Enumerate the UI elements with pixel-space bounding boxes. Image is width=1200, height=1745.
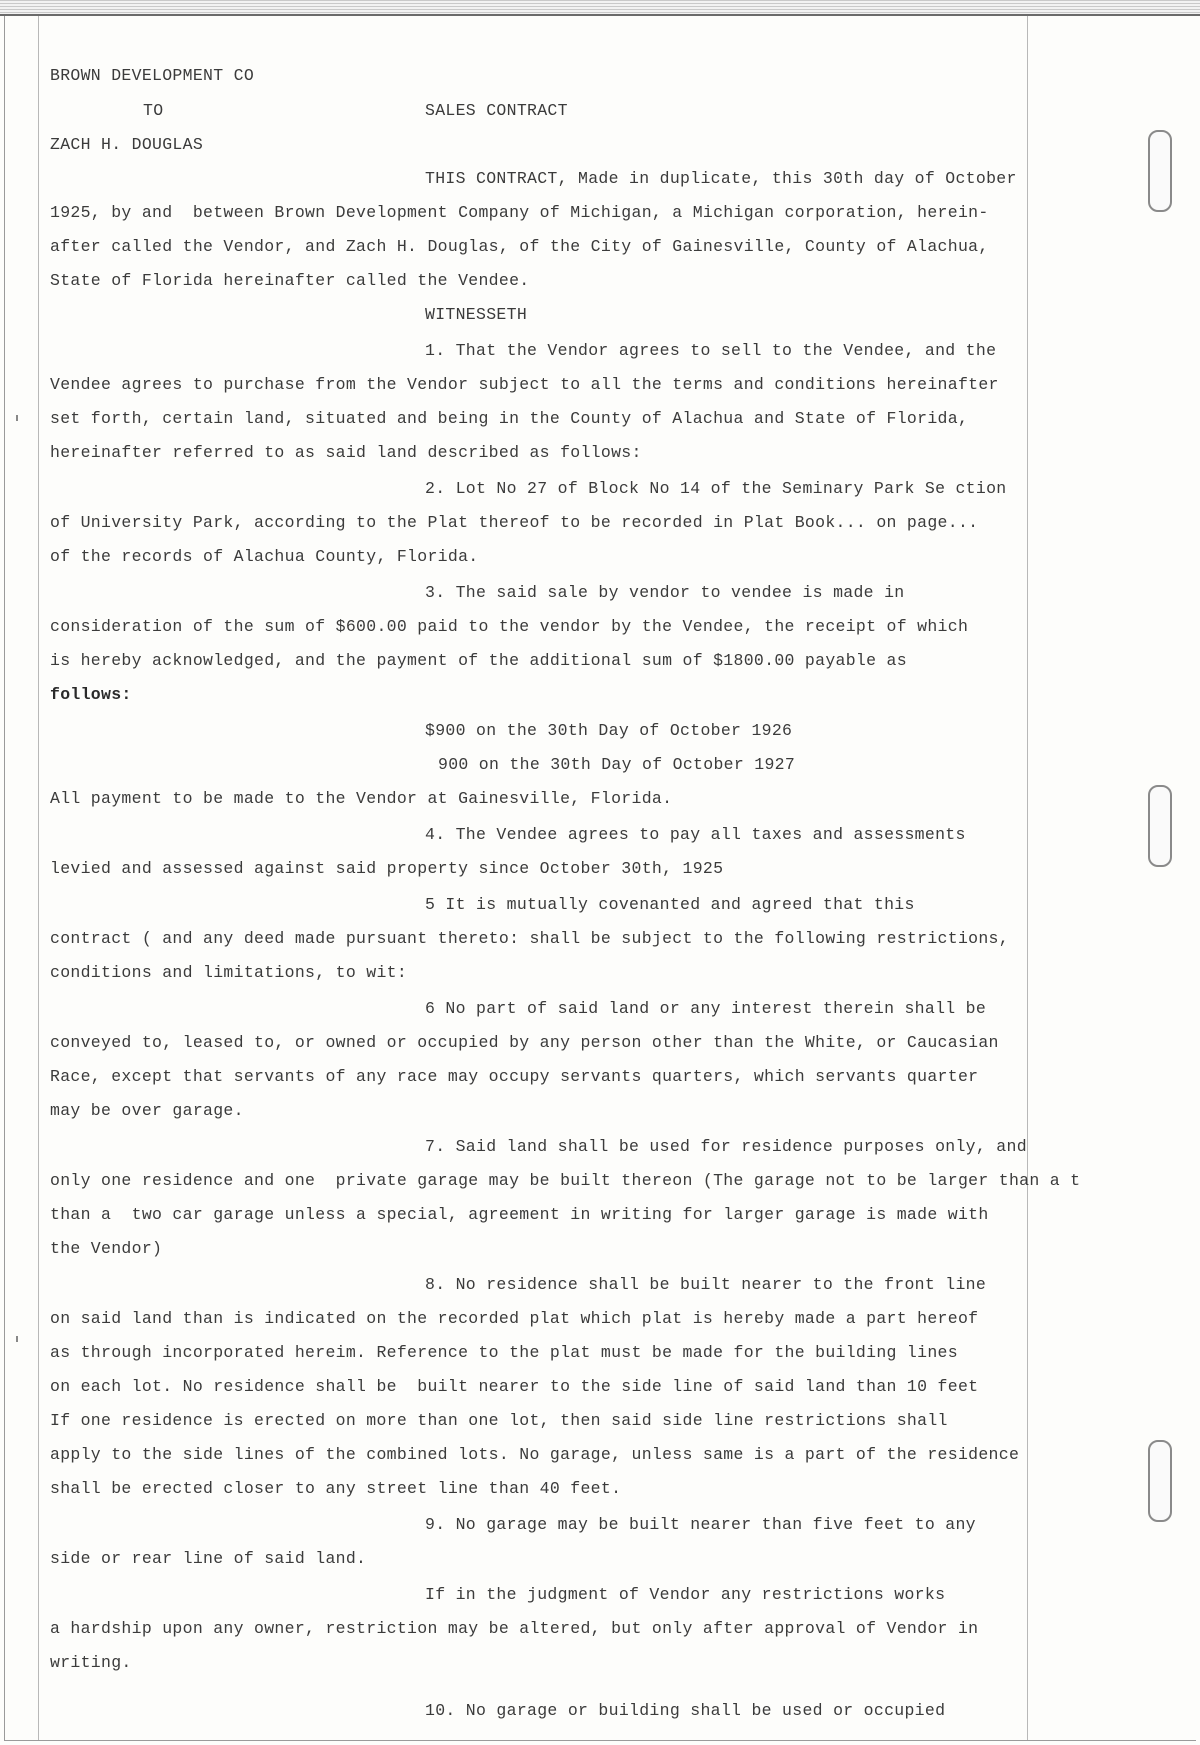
text-line: is hereby acknowledged, and the payment of the additional sum of $1800.00 payable as (50, 651, 907, 670)
text-line: 1. That the Vendor agrees to sell to the Vendee, and the (425, 341, 997, 360)
text-line: If one residence is erected on more than one lot, then said side line restrictions shall (50, 1411, 948, 1430)
text-line: 4. The Vendee agrees to pay all taxes and assessments (425, 825, 966, 844)
text-line: writing. (50, 1653, 132, 1672)
binder-hole-icon (1148, 130, 1172, 212)
left-margin-line (38, 16, 39, 1741)
binder-hole-icon (1148, 1440, 1172, 1522)
party-from: BROWN DEVELOPMENT CO (50, 66, 255, 85)
text-line: only one residence and one private garage may be built thereon (The garage not to be larger than a t (50, 1171, 1081, 1190)
bottom-page-edge (4, 1740, 1196, 1741)
text-line: apply to the side lines of the combined lots. No garage, unless same is a part of the residence (50, 1445, 1020, 1464)
text-line: 1925, by and between Brown Development Company of Michigan, a Michigan corporation, herein- (50, 203, 989, 222)
text-line: If in the judgment of Vendor any restrictions works (425, 1585, 946, 1604)
text-line: of University Park, according to the Plat thereof to be recorded in Plat Book... on page... (50, 513, 979, 532)
payment-line: 900 on the 30th Day of October 1927 (438, 755, 796, 774)
text-line: levied and assessed against said property since October 30th, 1925 (50, 859, 724, 878)
text-line: 6 No part of said land or any interest therein shall be (425, 999, 987, 1018)
text-line: follows: (50, 685, 132, 704)
text-line: 3. The said sale by vendor to vendee is made in (425, 583, 905, 602)
text-line: side or rear line of said land. (50, 1549, 367, 1568)
text-line: contract ( and any deed made pursuant thereto: shall be subject to the following restrictions, (50, 929, 1009, 948)
text-line: set forth, certain land, situated and being in the County of Alachua and State of Florida, (50, 409, 969, 428)
text-line: State of Florida hereinafter called the Vendee. (50, 271, 530, 290)
left-page-edge (4, 16, 5, 1741)
text-line: 8. No residence shall be built nearer to the front line (425, 1275, 987, 1294)
text-line: Race, except that servants of any race may occupy servants quarters, which servants quarter (50, 1067, 979, 1086)
payment-line: $900 on the 30th Day of October 1926 (425, 721, 793, 740)
text-line: conveyed to, leased to, or owned or occupied by any person other than the White, or Caucasian (50, 1033, 999, 1052)
text-line: may be over garage. (50, 1101, 244, 1120)
party-to-word: TO (143, 101, 164, 120)
text-line: of the records of Alachua County, Florida. (50, 547, 479, 566)
top-rule (0, 14, 1200, 16)
text-line: shall be erected closer to any street line than 40 feet. (50, 1479, 622, 1498)
text-line: 2. Lot No 27 of Block No 14 of the Seminary Park Se ction (425, 479, 1007, 498)
document-title: SALES CONTRACT (425, 101, 568, 120)
text-line: 7. Said land shall be used for residence purposes only, and (425, 1137, 1027, 1156)
text-line: Vendee agrees to purchase from the Vendor subject to all the terms and conditions hereinafter (50, 375, 999, 394)
top-edge-band (0, 0, 1200, 14)
text-line: a hardship upon any owner, restriction may be altered, but only after approval of Vendor in (50, 1619, 979, 1638)
party-to: ZACH H. DOUGLAS (50, 135, 204, 154)
text-line: as through incorporated hereim. Reference to the plat must be made for the building lines (50, 1343, 958, 1362)
text-line: THIS CONTRACT, Made in duplicate, this 30th day of October (425, 169, 1017, 188)
text-line: on each lot. No residence shall be built nearer to the side line of said land than 10 feet (50, 1377, 979, 1396)
right-margin-line (1027, 16, 1028, 1741)
text-line: consideration of the sum of $600.00 paid to the vendor by the Vendee, the receipt of which (50, 617, 969, 636)
margin-mark (16, 415, 18, 421)
text-line: than a two car garage unless a special, agreement in writing for larger garage is made with (50, 1205, 989, 1224)
text-line: 9. No garage may be built nearer than five feet to any (425, 1515, 976, 1534)
text-line: 10. No garage or building shall be used or occupied (425, 1701, 946, 1720)
text-line: on said land than is indicated on the recorded plat which plat is hereby made a part hereof (50, 1309, 979, 1328)
text-line: All payment to be made to the Vendor at Gainesville, Florida. (50, 789, 673, 808)
section-heading: WITNESSETH (425, 305, 528, 324)
text-line: after called the Vendor, and Zach H. Douglas, of the City of Gainesville, County of Alachua, (50, 237, 989, 256)
text-line: conditions and limitations, to wit: (50, 963, 408, 982)
margin-mark (16, 1336, 18, 1342)
binder-hole-icon (1148, 785, 1172, 867)
text-line: 5 It is mutually covenanted and agreed that this (425, 895, 915, 914)
text-line: hereinafter referred to as said land described as follows: (50, 443, 642, 462)
text-line: the Vendor) (50, 1239, 163, 1258)
